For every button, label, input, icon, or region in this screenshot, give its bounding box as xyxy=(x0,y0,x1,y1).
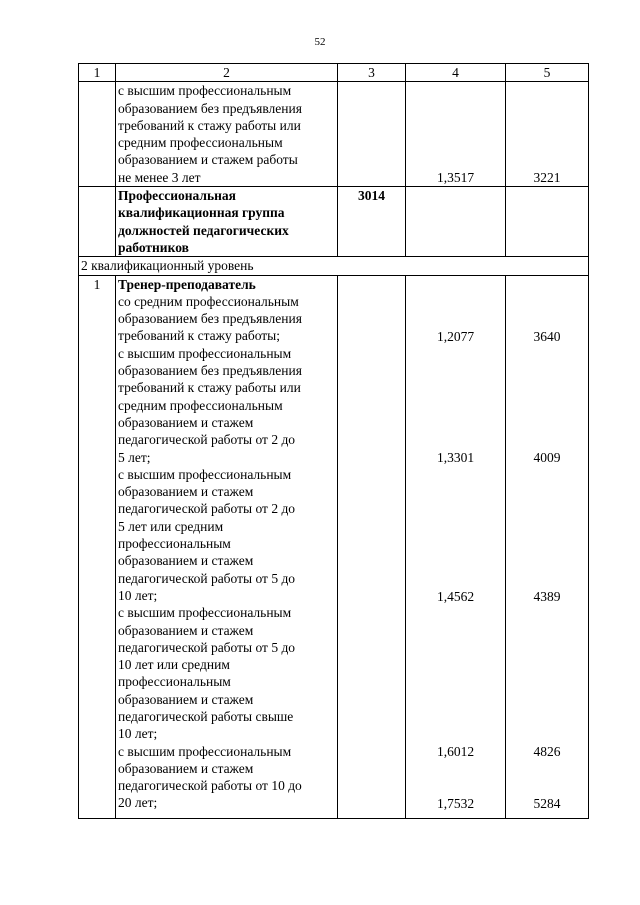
description-line: педагогической работы от 2 до xyxy=(118,501,296,517)
description-line: образованием и стажем xyxy=(118,414,254,430)
description-line: образованием и стажем xyxy=(118,553,254,569)
coefficient-cell: 1,3517 xyxy=(406,82,506,187)
description-line: с высшим профессиональным xyxy=(118,83,292,99)
description-line: со средним профессиональным xyxy=(118,293,299,309)
description-line: образованием и стажем работы xyxy=(118,152,298,168)
description-line: с высшим профессиональным xyxy=(118,466,292,482)
description-line: образованием без предъявления xyxy=(118,100,302,116)
coefficient-cell xyxy=(406,187,506,257)
table-row xyxy=(79,82,589,187)
salary-value: 4826 xyxy=(533,743,561,759)
description-line: образованием без предъявления xyxy=(118,363,302,379)
description-line: 5 лет; xyxy=(118,449,151,465)
coefficient-cell xyxy=(406,275,506,818)
coefficient-value: 1,4562 xyxy=(436,588,475,604)
salary-cell xyxy=(506,275,589,818)
description-line: 10 лет; xyxy=(118,726,158,742)
header-cell-2: 2 xyxy=(116,64,338,82)
coefficient-value: 1,3301 xyxy=(436,449,475,465)
description-line: 10 лет; xyxy=(118,587,158,603)
code-cell xyxy=(338,82,406,187)
description-line: 10 лет или средним xyxy=(118,657,230,673)
salary-value: 4009 xyxy=(533,449,561,465)
description-line: образованием и стажем xyxy=(118,691,254,707)
description-line: педагогической работы от 2 до xyxy=(118,432,296,448)
group-title-cell xyxy=(116,187,338,257)
row-number-cell xyxy=(79,82,116,187)
description-line: образованием и стажем xyxy=(118,622,254,638)
header-cell-3: 3 xyxy=(338,64,406,82)
description-line: 5 лет или средним xyxy=(118,518,224,534)
description-line: 20 лет; xyxy=(118,795,158,811)
description-line: педагогической работы от 5 до xyxy=(118,570,296,586)
description-line: образованием и стажем xyxy=(118,484,254,500)
description-line: требований к стажу работы или xyxy=(118,117,301,133)
description-line: образованием и стажем xyxy=(118,760,254,776)
position-description-cell xyxy=(116,82,338,187)
description-line: с высшим профессиональным xyxy=(118,743,292,759)
position-title: Тренер-преподаватель xyxy=(118,276,256,292)
salary-value: 4389 xyxy=(533,588,561,604)
salary-value: 3640 xyxy=(533,328,561,344)
page-number: 52 xyxy=(314,36,326,48)
group-title-line: работников xyxy=(118,239,189,255)
code-cell xyxy=(338,275,406,818)
description-line: с высшим профессиональным xyxy=(118,345,292,361)
group-title-line: должностей педагогических xyxy=(118,222,289,238)
description-line: профессиональным xyxy=(118,536,231,552)
description-line: требований к стажу работы или xyxy=(118,380,301,396)
group-title-line: квалификационная группа xyxy=(118,205,285,221)
position-description-cell xyxy=(116,275,338,818)
level-row xyxy=(79,257,589,275)
table-header-row xyxy=(79,64,589,82)
header-cell-4: 4 xyxy=(406,64,506,82)
description-line: профессиональным xyxy=(118,674,231,690)
salary-table xyxy=(78,63,589,819)
salary-cell: 3221 xyxy=(506,82,589,187)
description-line: педагогической работы от 10 до xyxy=(118,778,302,794)
row-number-cell xyxy=(79,187,116,257)
row-number-cell: 1 xyxy=(79,275,116,818)
salary-cell xyxy=(506,187,589,257)
description-line: педагогической работы от 5 до xyxy=(118,639,296,655)
salary-value: 5284 xyxy=(533,795,561,811)
description-line: образованием без предъявления xyxy=(118,311,302,327)
coefficient-value: 1,2077 xyxy=(436,328,475,344)
header-cell-5: 5 xyxy=(506,64,589,82)
table-row xyxy=(79,275,589,818)
description-line: педагогической работы свыше xyxy=(118,708,294,724)
coefficient-value: 1,7532 xyxy=(436,795,475,811)
coefficient-value: 1,6012 xyxy=(436,743,475,759)
header-cell-1: 1 xyxy=(79,64,116,82)
group-title-line: Профессиональная xyxy=(118,188,236,204)
description-line: средним профессиональным xyxy=(118,397,283,413)
description-line: требований к стажу работы; xyxy=(118,328,280,344)
level-cell: 2 квалификационный уровень xyxy=(79,257,589,275)
description-line: средним профессиональным xyxy=(118,135,283,151)
description-line: не менее 3 лет xyxy=(118,169,201,185)
group-code-cell: 3014 xyxy=(338,187,406,257)
group-row xyxy=(79,187,589,257)
description-line: с высшим профессиональным xyxy=(118,605,292,621)
